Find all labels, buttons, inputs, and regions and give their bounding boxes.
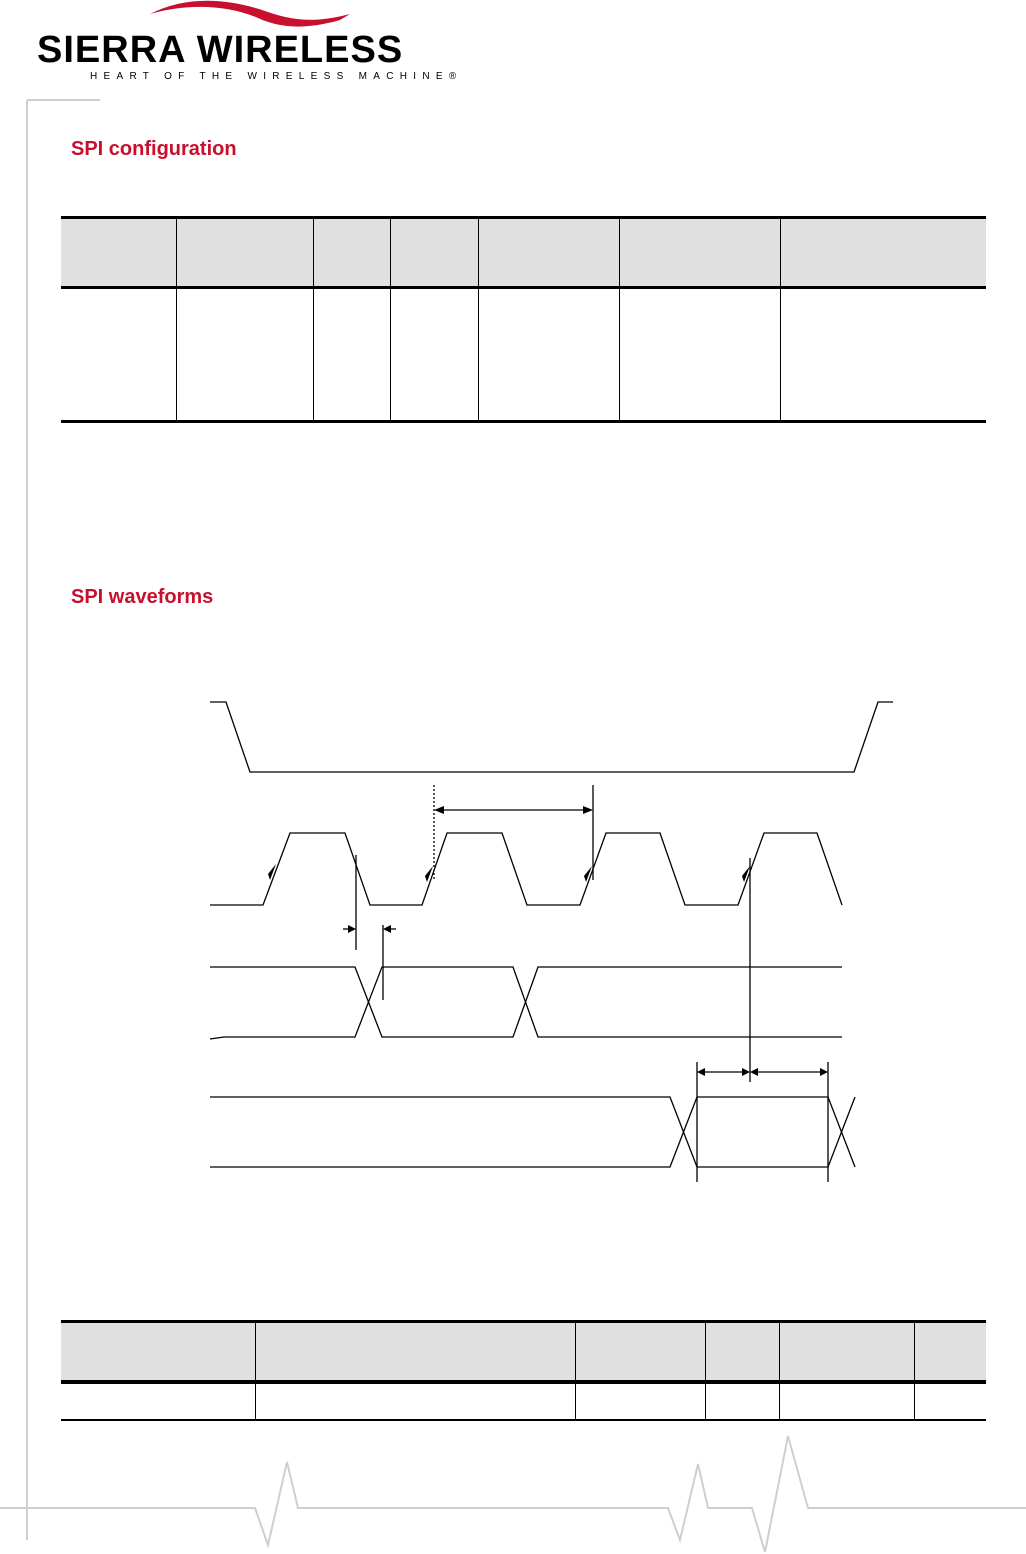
brand-tagline: HEART OF THE WIRELESS MACHINE® xyxy=(90,71,463,82)
table-cell xyxy=(61,1382,255,1420)
table-header-cell xyxy=(61,1322,255,1382)
table-header-cell xyxy=(255,1322,575,1382)
table-header-cell xyxy=(176,218,313,288)
table-header-cell xyxy=(390,218,478,288)
table-header-cell xyxy=(705,1322,779,1382)
table-row xyxy=(61,1382,986,1420)
table-cell xyxy=(313,288,390,422)
table-header-cell xyxy=(61,218,176,288)
table-header-cell xyxy=(575,1322,705,1382)
cs-waveform xyxy=(210,702,893,772)
table-cell xyxy=(478,288,619,422)
table-cell xyxy=(390,288,478,422)
brand-name: SIERRA WIRELESS xyxy=(37,29,404,71)
table-cell xyxy=(575,1382,705,1420)
table-cell xyxy=(914,1382,986,1420)
table-row xyxy=(61,288,986,422)
table-header-row xyxy=(61,218,986,288)
clk-waveform xyxy=(210,833,842,905)
table-header-cell xyxy=(313,218,390,288)
config-section-heading: SPI configuration xyxy=(71,138,237,160)
clk-edge-arrow-2 xyxy=(425,866,433,882)
table-header-cell xyxy=(914,1322,986,1382)
miso-waveform-top xyxy=(210,1097,855,1167)
table-cell xyxy=(61,288,176,422)
spi-timing-table xyxy=(61,1320,986,1421)
table-cell xyxy=(176,288,313,422)
table-cell xyxy=(705,1382,779,1420)
table-cell xyxy=(619,288,780,422)
miso-waveform-bottom xyxy=(210,1097,855,1167)
table-header-cell xyxy=(779,1322,914,1382)
table-header-cell xyxy=(619,218,780,288)
mosi-waveform-bottom xyxy=(224,967,842,1037)
spi-config-table xyxy=(61,216,986,423)
table-header-cell xyxy=(780,218,986,288)
table-cell xyxy=(779,1382,914,1420)
table-cell xyxy=(780,288,986,422)
waveforms-section-heading: SPI waveforms xyxy=(71,586,214,608)
table-cell xyxy=(255,1382,575,1420)
table-header-cell xyxy=(478,218,619,288)
table-header-row xyxy=(61,1322,986,1382)
